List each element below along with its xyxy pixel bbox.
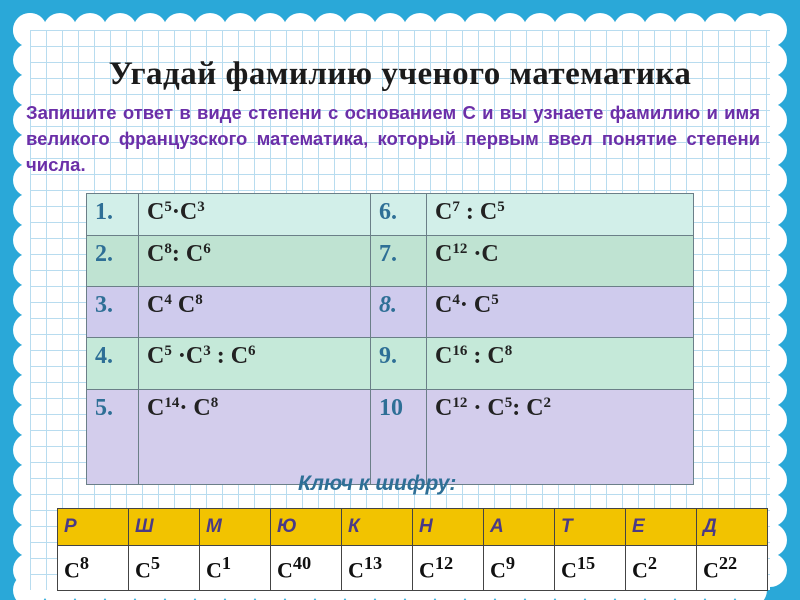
expr-base: С [419, 557, 435, 583]
expr-base: С [435, 199, 453, 225]
expr-base: С [479, 199, 498, 225]
expr-operator: : [171, 241, 186, 268]
expr-base: С [135, 557, 151, 583]
expr-base: С [435, 343, 453, 370]
expr-exponent: 16 [452, 343, 468, 360]
expr-base: С [487, 343, 505, 370]
expr-exponent: 14 [164, 394, 180, 411]
cipher-code [58, 546, 129, 591]
exercise-number: 10 [371, 389, 427, 484]
expr-exponent: 13 [363, 552, 383, 573]
expr-exponent: 22 [718, 552, 738, 573]
exercise-expression [427, 389, 694, 484]
expr-base: С [526, 394, 544, 421]
expr-base: С [179, 199, 198, 225]
expr-exponent: 5 [164, 343, 172, 360]
cipher-letter: Ю [271, 509, 342, 546]
exercise-expression [139, 236, 371, 287]
exercise-expression [427, 287, 694, 338]
expr-base: С [632, 557, 648, 583]
expr-base: С [230, 343, 249, 370]
cipher-code [129, 546, 200, 591]
expr-base: С [277, 557, 293, 583]
expr-exponent: 3 [203, 343, 211, 360]
cipher-letter: А [484, 509, 555, 546]
expr-exponent: 4 [452, 292, 460, 309]
cipher-code [626, 546, 697, 591]
expr-exponent: 7 [452, 199, 460, 215]
expr-operator: : [459, 199, 480, 225]
expr-exponent: 2 [543, 394, 552, 411]
exercise-expression [427, 236, 694, 287]
expr-exponent: 5 [150, 552, 161, 573]
expr-base: С [435, 292, 453, 319]
expr-operator: · [459, 292, 474, 319]
cipher-key-table [57, 508, 768, 591]
expr-operator: · [467, 394, 488, 421]
cipher-key-label: Ключ к шифру: [298, 472, 457, 495]
cipher-letter: Р [58, 509, 129, 546]
expr-exponent: 8 [210, 394, 219, 411]
exercise-row [87, 287, 694, 338]
expr-operator: · [467, 241, 482, 268]
expr-operator: : [512, 394, 527, 421]
expr-base: С [147, 199, 165, 225]
expr-exponent: 5 [491, 292, 499, 309]
expr-operator: · [171, 343, 186, 370]
exercise-number: 3. [87, 287, 139, 338]
exercise-number: 7. [371, 236, 427, 287]
exercise-number: 5. [87, 389, 139, 484]
cipher-letter: Е [626, 509, 697, 546]
expr-exponent: 8 [79, 552, 90, 573]
cipher-code [484, 546, 555, 591]
expr-base: С [703, 557, 719, 583]
cipher-letter: М [200, 509, 271, 546]
expr-exponent: 2 [647, 552, 658, 573]
expr-base: С [490, 557, 506, 583]
page-title: Угадай фамилию ученого математика [108, 56, 692, 92]
expr-base: С [435, 241, 453, 268]
expr-operator: : [467, 343, 488, 370]
cipher-letter: Н [413, 509, 484, 546]
expr-exponent: 9 [505, 552, 516, 573]
expr-base: С [147, 292, 165, 319]
cipher-letter: Ш [129, 509, 200, 546]
cipher-codes-row [58, 546, 768, 591]
expr-base: С [473, 292, 492, 319]
expr-base: С [481, 241, 499, 268]
exercise-expression [139, 194, 371, 236]
cipher-code [200, 546, 271, 591]
expr-exponent: 8 [504, 343, 513, 360]
cipher-code [555, 546, 626, 591]
cipher-code [342, 546, 413, 591]
expr-base: С [435, 394, 453, 421]
expr-exponent: 8 [164, 241, 172, 258]
expr-base: С [147, 394, 165, 421]
cipher-letter: К [342, 509, 413, 546]
expr-base: С [348, 557, 364, 583]
expr-exponent: 40 [292, 552, 312, 573]
exercise-row [87, 389, 694, 484]
exercise-number: 2. [87, 236, 139, 287]
expr-base: С [64, 557, 80, 583]
expr-exponent: 3 [197, 199, 205, 215]
expr-exponent: 1 [221, 552, 232, 573]
exercise-row [87, 236, 694, 287]
exercise-number: 4. [87, 338, 139, 389]
expr-exponent: 6 [248, 343, 256, 360]
task-text: Запишите ответ в виде степени с основанием С и вы узнаете фамилию и имя великого французского математика, который первым ввел понятие степени числа. [26, 102, 760, 175]
exercise-number: 1. [87, 194, 139, 236]
exercise-number: 6. [371, 194, 427, 236]
exercise-expression [139, 287, 371, 338]
cipher-letter: Т [555, 509, 626, 546]
exercise-row [87, 194, 694, 236]
expr-exponent: 15 [576, 552, 596, 573]
exercise-expression [427, 194, 694, 236]
expr-base: С [185, 241, 204, 268]
exercise-table [86, 193, 694, 485]
exercise-expression [427, 338, 694, 389]
expr-base: С [193, 394, 211, 421]
expr-base: С [561, 557, 577, 583]
cipher-code [271, 546, 342, 591]
expr-exponent: 5 [164, 199, 172, 215]
exercise-number: 9. [371, 338, 427, 389]
expr-base: С [147, 343, 165, 370]
expr-exponent: 5 [504, 394, 513, 411]
expr-exponent: 6 [203, 241, 211, 258]
expr-base: С [147, 241, 165, 268]
cipher-letters-row [58, 509, 768, 546]
cipher-code [413, 546, 484, 591]
expr-exponent: 4 [164, 292, 172, 309]
expr-exponent: 12 [452, 241, 468, 258]
expr-operator: · [179, 394, 194, 421]
cipher-code [697, 546, 768, 591]
exercise-number: 8. [371, 287, 427, 338]
exercise-expression [139, 389, 371, 484]
expr-operator: : [210, 343, 231, 370]
expr-operator: · [171, 199, 180, 225]
expr-base: С [177, 292, 196, 319]
exercise-expression [139, 338, 371, 389]
cipher-letter: Д [697, 509, 768, 546]
expr-exponent: 8 [195, 292, 203, 309]
expr-exponent: 12 [434, 552, 454, 573]
expr-base: С [206, 557, 222, 583]
expr-base: С [185, 343, 204, 370]
expr-exponent: 5 [497, 199, 505, 215]
exercise-row [87, 338, 694, 389]
expr-exponent: 12 [452, 394, 468, 411]
expr-base: С [487, 394, 505, 421]
